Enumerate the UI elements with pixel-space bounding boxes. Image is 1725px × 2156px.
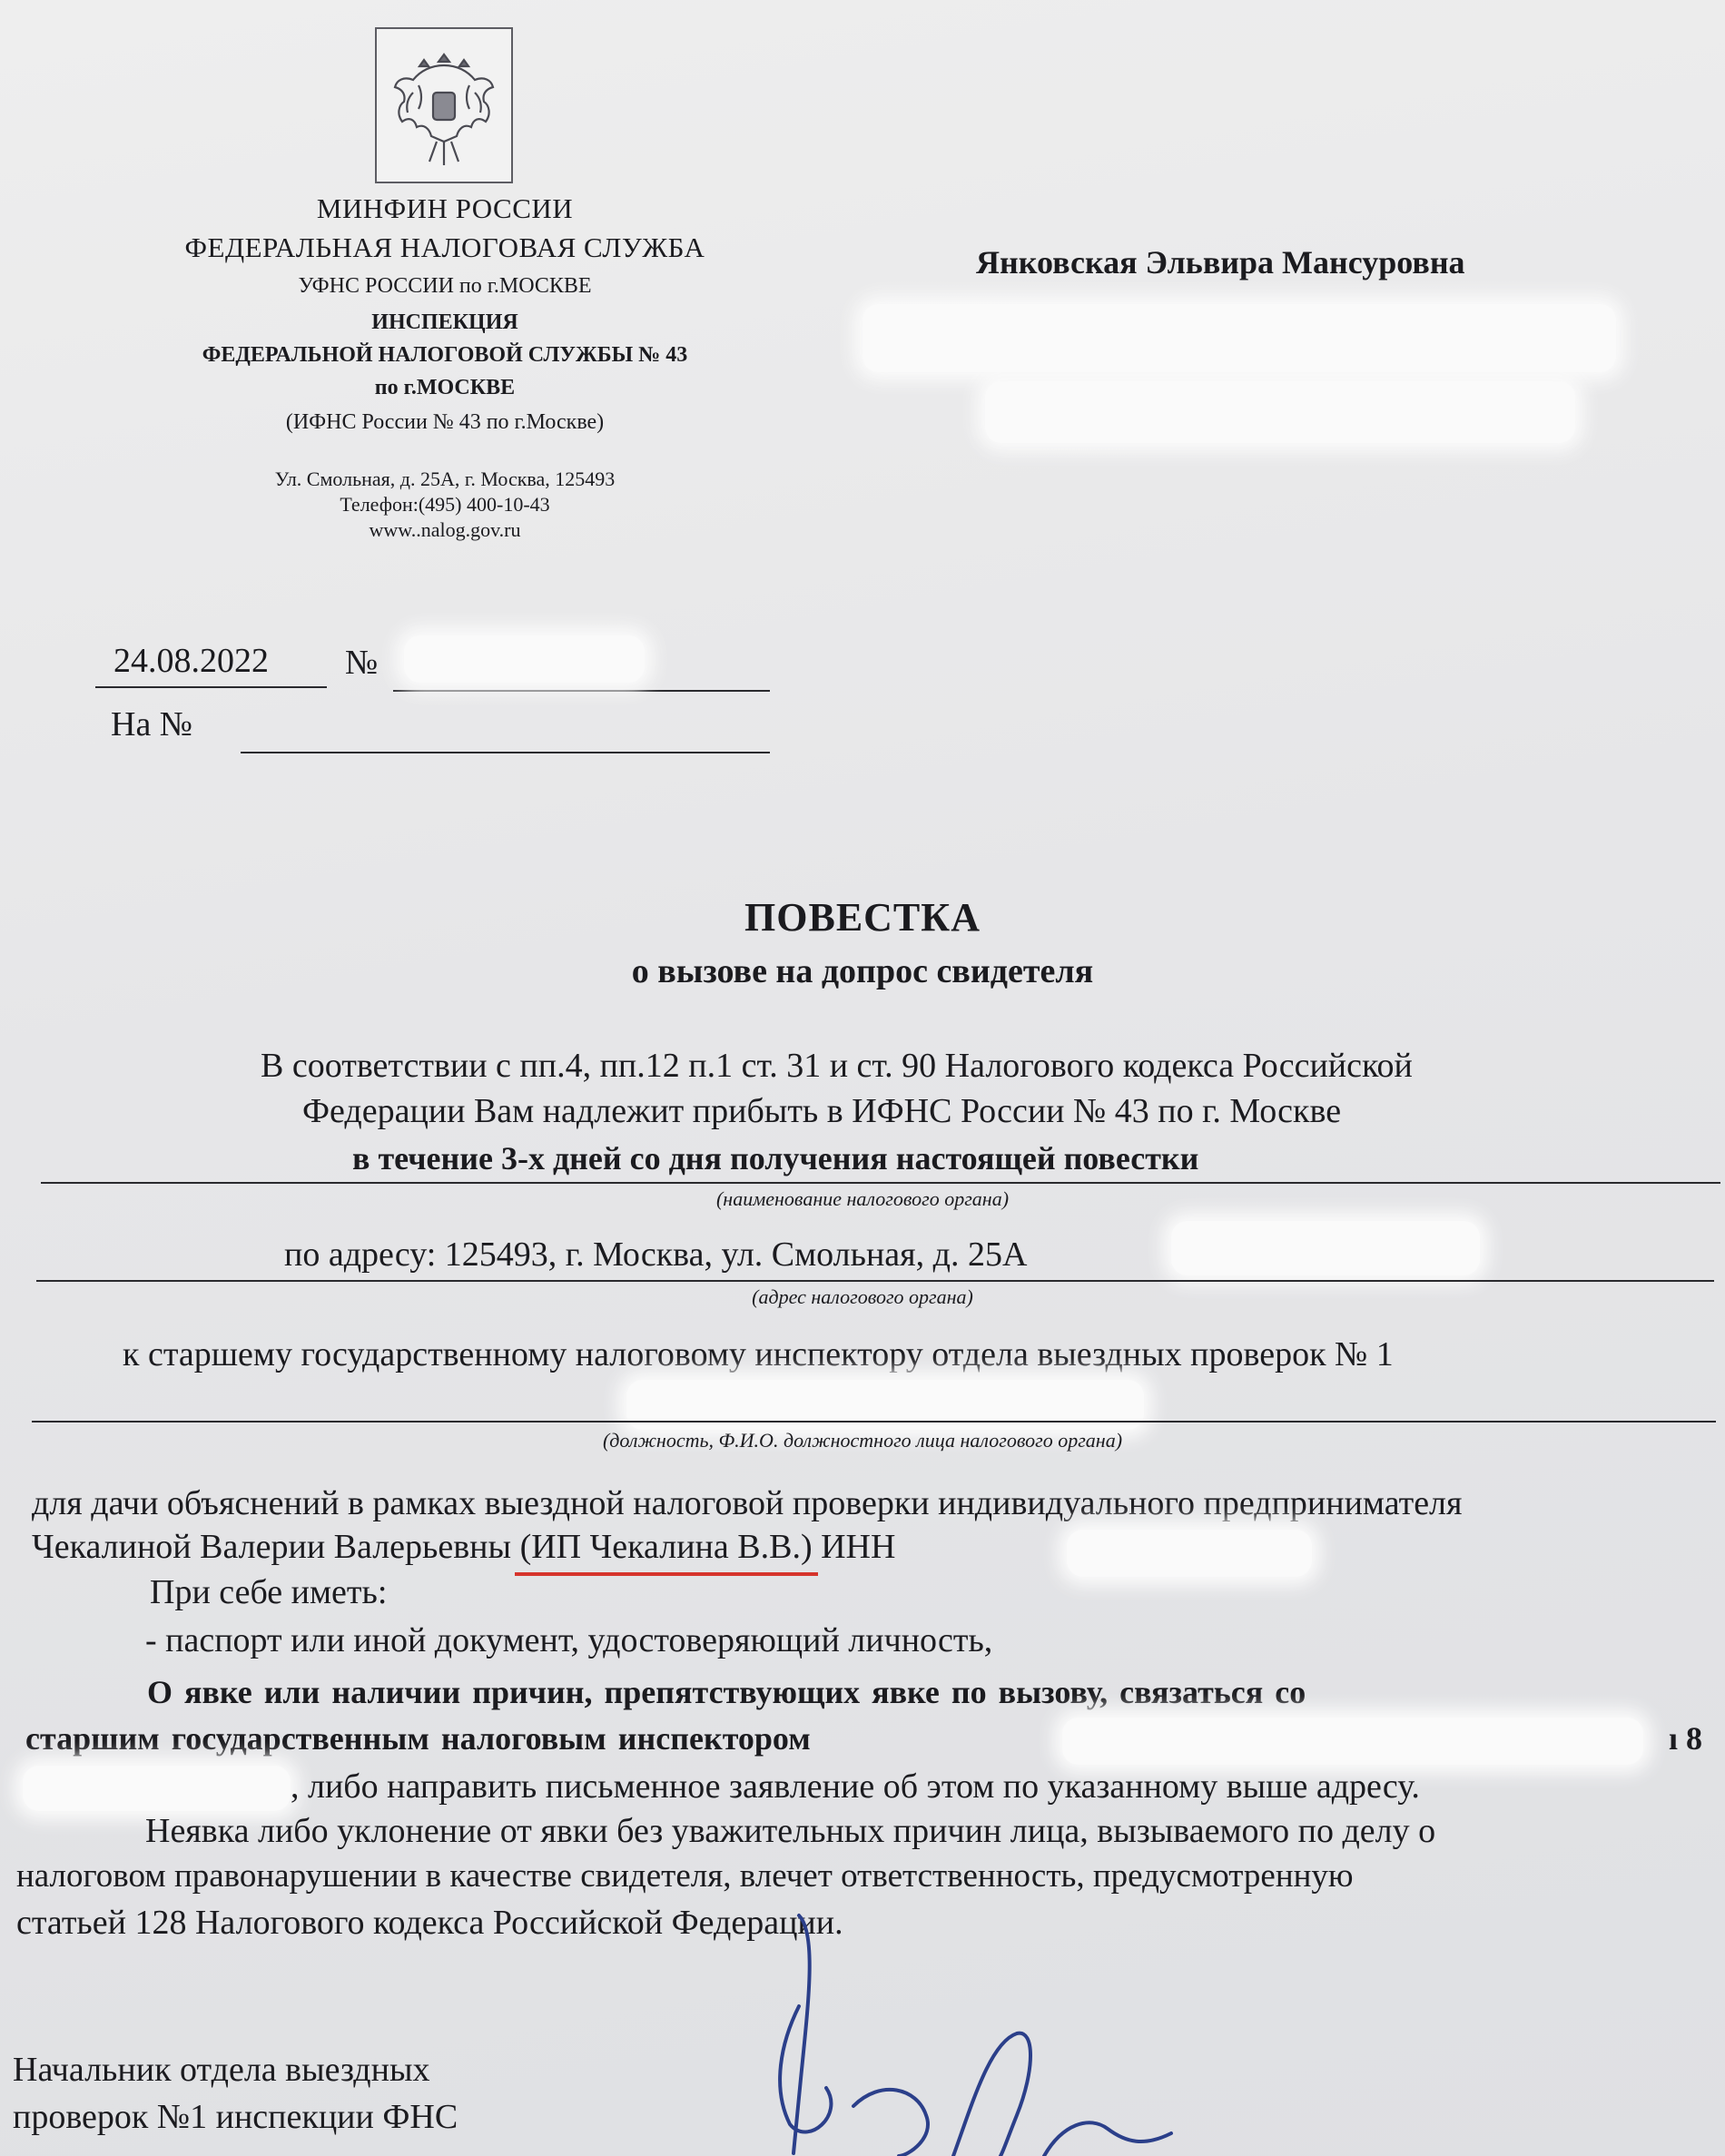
inspection-line-3: по г.МОСКВЕ	[374, 376, 516, 399]
inspection-address: Ул. Смольная, д. 25А, г. Москва, 125493	[274, 468, 616, 490]
redacted-inspector-phone	[1062, 1718, 1643, 1765]
inspector-underline	[32, 1421, 1716, 1423]
double-headed-eagle-icon	[377, 29, 511, 182]
service-name: ФЕДЕРАЛЬНАЯ НАЛОГОВАЯ СЛУЖБА	[184, 231, 705, 263]
body-line-7	[32, 1527, 895, 1567]
body-line-13: Неявка либо уклонение от явки без уважительных причин лица, вызываемого по делу о	[145, 1812, 1436, 1850]
body-line-3-deadline: в течение 3-х дней со дня получения настоящей повестки	[352, 1140, 1199, 1176]
inspector-label: (должность, Ф.И.О. должностного лица налогового органа)	[602, 1429, 1123, 1452]
document-title: ПОВЕСТКА	[744, 895, 981, 940]
redacted-inn	[1067, 1530, 1312, 1577]
document-subtitle: о вызове на допрос свидетеля	[631, 952, 1094, 990]
handwritten-signature	[744, 1897, 1217, 2156]
tax-authority-underline	[41, 1182, 1720, 1184]
ufns-name: УФНС РОССИИ по г.МОСКВЕ	[298, 274, 592, 298]
entrepreneur-short-name-wrap	[520, 1527, 813, 1567]
address-label: (адрес налогового органа)	[752, 1285, 973, 1308]
redacted-recipient-address-2	[985, 381, 1575, 443]
body-line-15: статьей 128 Налогового кодекса Российской Федерации.	[16, 1904, 843, 1942]
red-underline-mark	[515, 1572, 818, 1576]
inn-label: ИНН	[821, 1528, 896, 1566]
inspection-phone: Телефон:(495) 400-10-43	[340, 493, 550, 516]
redacted-phone-continued	[23, 1766, 291, 1811]
body-line-10: О явке или наличии причин, препятствующих явке по вызову, связаться со	[147, 1674, 1306, 1710]
body-line-6: для дачи объяснений в рамках выездной налоговой проверки индивидуального предпринимателя	[32, 1484, 1463, 1522]
address-underline	[36, 1280, 1714, 1282]
document-date: 24.08.2022	[113, 642, 269, 680]
inspection-short-name: (ИФНС России № 43 по г.Москве)	[285, 410, 605, 434]
signatory-title-line-2: проверок №1 инспекции ФНС	[13, 2098, 458, 2136]
reply-number-underline	[241, 752, 770, 753]
number-label: №	[345, 644, 379, 682]
body-line-8: При себе иметь:	[150, 1573, 388, 1611]
redacted-recipient-address-1	[862, 304, 1616, 372]
body-line-12: , либо направить письменное заявление об этом по указанному выше адресу.	[291, 1767, 1420, 1806]
entrepreneur-name: Чекалиной Валерии Валерьевны	[32, 1528, 512, 1566]
number-underline	[393, 690, 770, 692]
tax-authority-label: (наименование налогового органа)	[715, 1187, 1010, 1210]
body-line-4-address: по адресу: 125493, г. Москва, ул. Смольная, д. 25А	[284, 1236, 1028, 1274]
body-line-11: старшим государственным налоговым инспектором	[25, 1720, 811, 1757]
recipient-name: Янковская Эльвира Мансуровна	[976, 244, 1465, 281]
body-line-14: налоговом правонарушении в качестве свидетеля, влечет ответственность, предусмотренную	[16, 1857, 1354, 1895]
ministry-name: МИНФИН РОССИИ	[316, 192, 574, 224]
signatory-title-line-1: Начальник отдела выездных	[13, 2051, 430, 2089]
coat-of-arms-emblem	[375, 27, 513, 183]
inspection-line-1: ИНСПЕКЦИЯ	[371, 310, 518, 334]
reply-number-label: На №	[111, 705, 193, 743]
date-underline	[95, 686, 327, 688]
redacted-room-number	[1171, 1221, 1480, 1275]
inspection-website: www..nalog.gov.ru	[369, 518, 521, 541]
redacted-document-number	[404, 635, 645, 683]
entrepreneur-short-name: (ИП Чекалина В.В.)	[519, 1528, 813, 1566]
inspection-line-2: ФЕДЕРАЛЬНОЙ НАЛОГОВОЙ СЛУЖБЫ № 43	[202, 343, 688, 367]
body-line-9: - паспорт или иной документ, удостоверяющий личность,	[145, 1621, 993, 1659]
body-line-11-end: ı 8	[1669, 1720, 1703, 1757]
body-line-2: Федерации Вам надлежит прибыть в ИФНС России № 43 по г. Москве	[302, 1092, 1342, 1130]
body-line-1: В соответствии с пп.4, пп.12 п.1 ст. 31 и ст. 90 Налогового кодекса Российской	[261, 1047, 1413, 1085]
body-line-5-inspector: к старшему государственному налоговому инспектору отдела выездных проверок № 1	[123, 1335, 1394, 1373]
